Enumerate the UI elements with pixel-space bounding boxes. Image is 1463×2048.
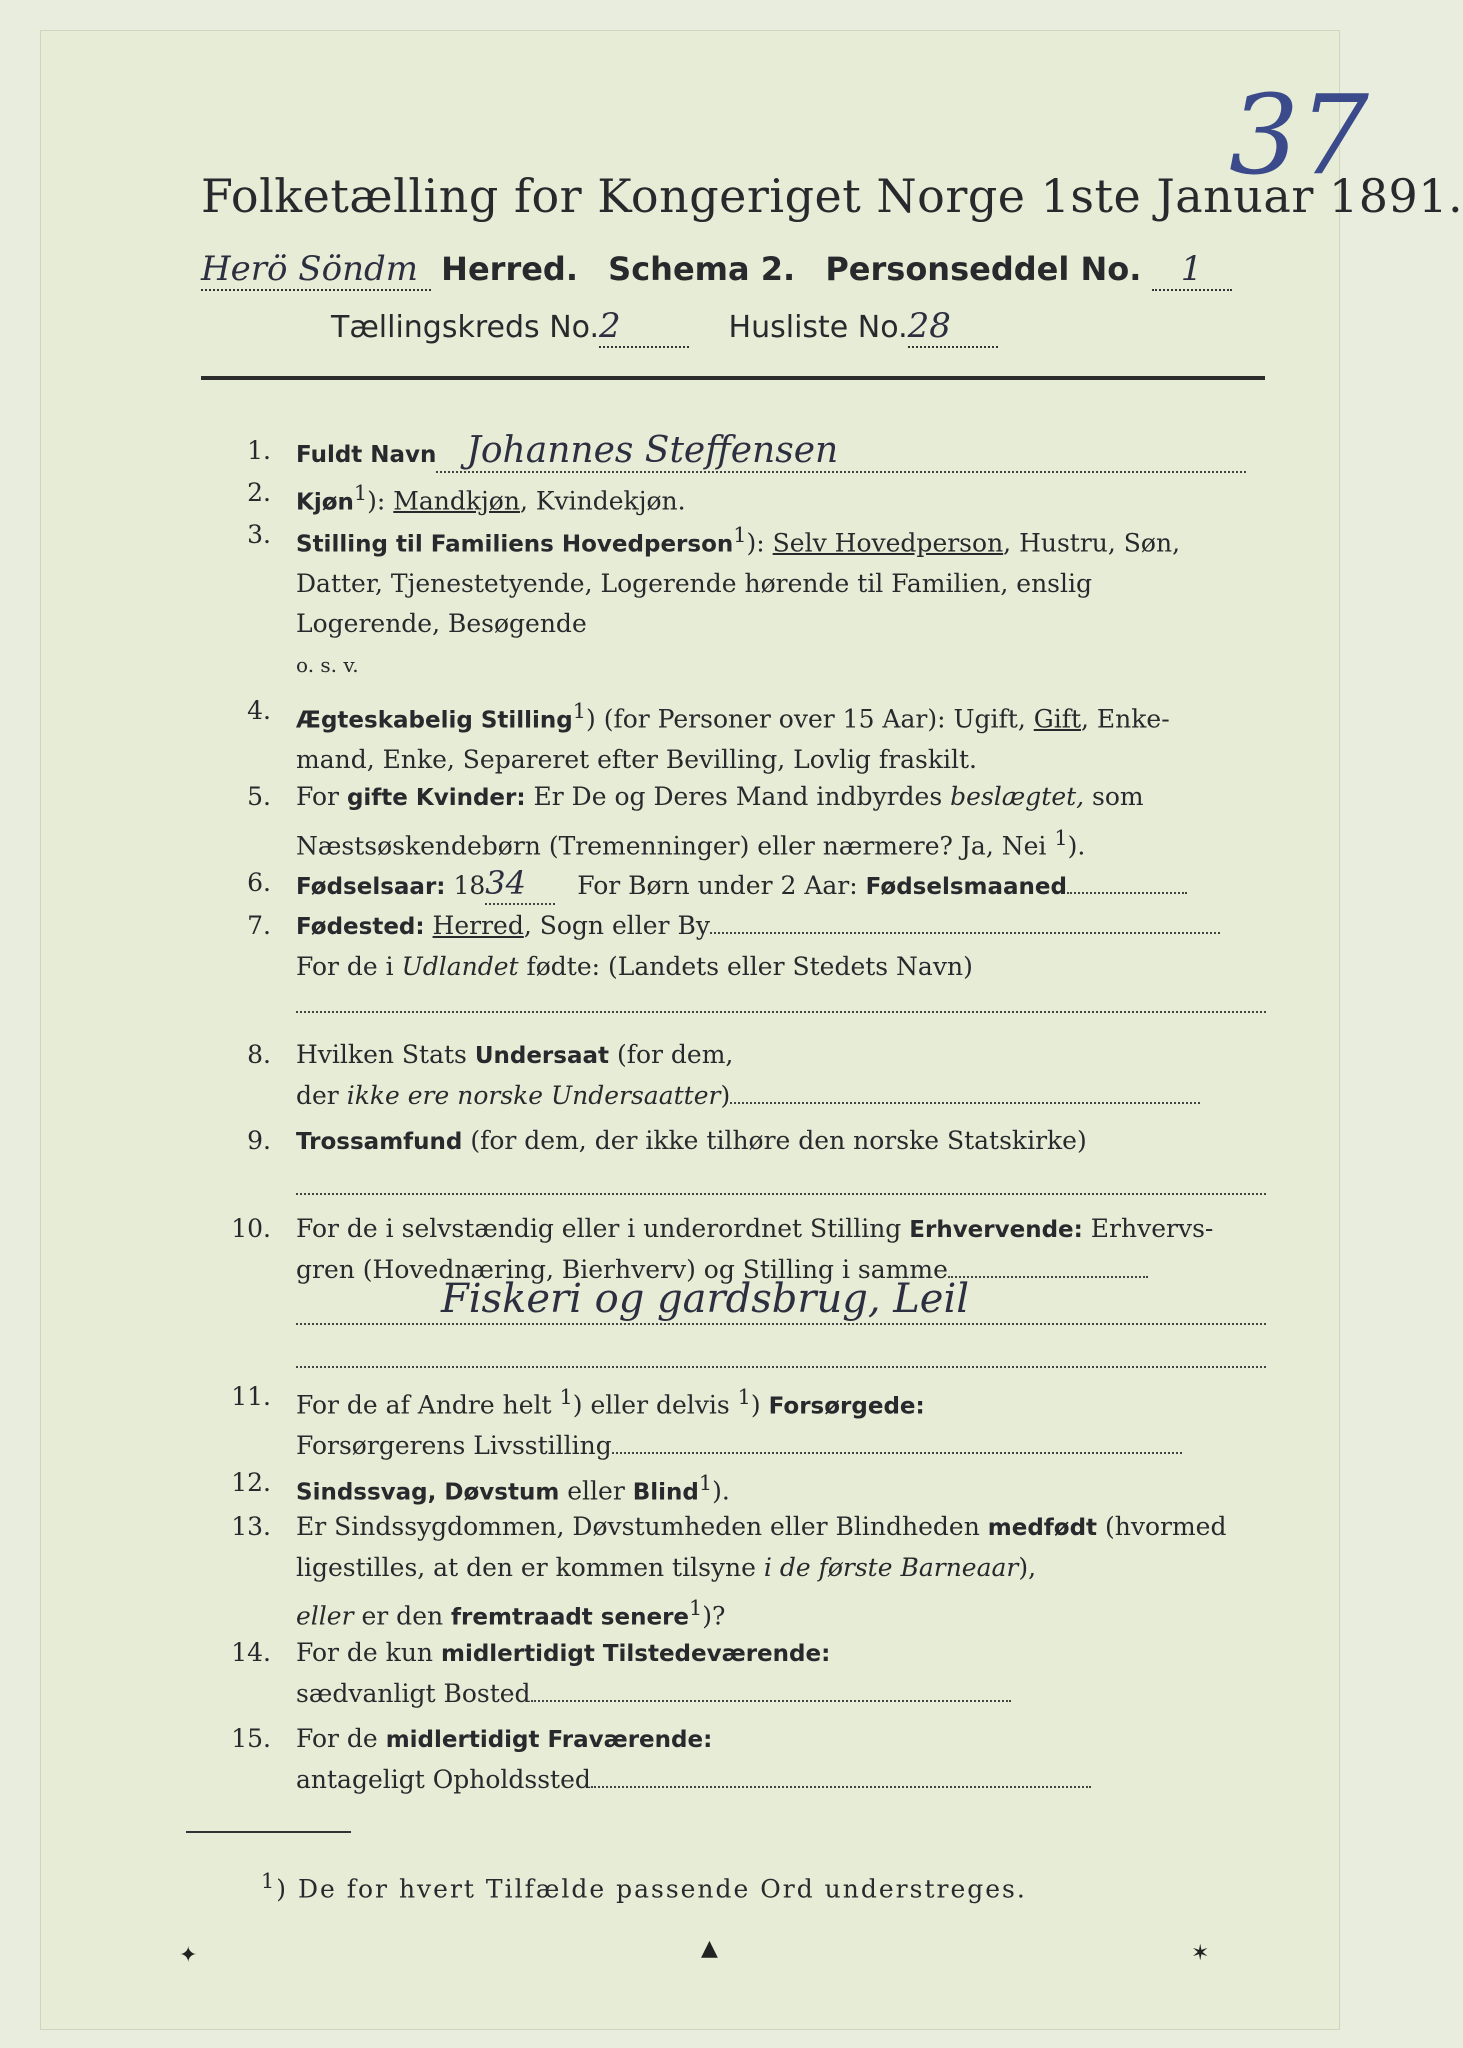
family-position-options: , Hustru, Søn, <box>1003 528 1181 558</box>
birth-year-prefix: 18 <box>445 871 486 900</box>
husliste-label: Husliste No. <box>728 310 908 345</box>
colon: ): <box>746 528 765 558</box>
birth-year-value: 34 <box>485 863 555 905</box>
congenital-label: medfødt <box>987 1515 1098 1541</box>
probable-location-label: antageligt Opholdssted <box>296 1765 591 1794</box>
item-number: 3. <box>247 520 271 549</box>
form-title: Folketælling for Kongeriget Norge 1ste Januar 1891. <box>201 169 1463 223</box>
occupation-text: For de i selvstændig eller i underordnet Stilling <box>296 1214 910 1243</box>
full-name-value: Johannes Steffensen <box>436 431 1246 473</box>
citizenship-close: ) <box>720 1081 731 1110</box>
birthplace-label: Fødested: <box>296 914 425 940</box>
citizenship-field <box>730 1102 1200 1104</box>
occupation-text2: Erhvervs- <box>1082 1214 1214 1243</box>
family-position-osv: o. s. v. <box>296 653 359 678</box>
occupation-line2: gren (Hovednæring, Bierhverv) og Stilling i samme <box>296 1255 948 1284</box>
item-number: 1. <box>247 436 271 465</box>
page-number: 37 <box>1229 71 1369 199</box>
married-women-label: gifte Kvinder: <box>346 785 526 811</box>
temp-absent-label: midlertidigt Fraværende: <box>385 1727 713 1753</box>
supported-label: Forsørgede: <box>768 1393 925 1420</box>
footnote-ref: 1 <box>1054 826 1068 850</box>
footnote-rule <box>186 1831 351 1833</box>
colon: ): <box>367 486 386 516</box>
married-women-text: Er De og Deres Mand indbyrdes <box>525 782 951 811</box>
item-number: 10. <box>231 1214 271 1243</box>
registration-mark-icon: ▲ <box>701 1936 718 1961</box>
footnote-ref: 1 <box>689 1596 703 1620</box>
occupation-label: Erhvervende: <box>909 1217 1083 1243</box>
family-position-selected: Selv Hovedperson <box>772 528 1004 558</box>
header-line-herred <box>201 249 1232 291</box>
usual-residence-label: sædvanligt Bosted <box>296 1679 531 1708</box>
supporter-occupation-field <box>612 1452 1182 1454</box>
footnote-ref: 1 <box>698 1471 713 1495</box>
congenital-end: )? <box>702 1601 726 1631</box>
taellingskreds-value: 2 <box>599 306 689 348</box>
temp-absent-pre: For de <box>296 1724 386 1753</box>
occupation-field-1 <box>948 1276 1148 1278</box>
registration-mark-icon: ✦ <box>179 1943 198 1968</box>
item-number: 9. <box>247 1126 271 1155</box>
disability-text: eller <box>559 1476 633 1506</box>
taellingskreds-label: Tællingskreds No. <box>331 310 599 345</box>
item-number: 7. <box>247 911 271 940</box>
citizenship-text: Hvilken Stats <box>296 1040 475 1069</box>
disability-end: ). <box>712 1476 730 1506</box>
footnote-ref: 1 <box>737 1385 751 1409</box>
marital-status-label: Ægteskabelig Stilling <box>296 707 573 734</box>
herred-label: Herred. <box>441 250 578 288</box>
married-women-line2: Næstsøskendebørn (Tremenninger) eller nærmere? Ja, Nei <box>296 831 1055 861</box>
abroad-field <box>296 1009 1266 1013</box>
married-women-pre: For <box>296 782 347 811</box>
family-position-options-line3: Logerende, Besøgende <box>296 609 587 639</box>
probable-location-field <box>591 1786 1091 1788</box>
item-number: 6. <box>247 868 271 897</box>
item-number: 14. <box>231 1638 271 1667</box>
census-form-page <box>40 30 1463 2030</box>
footnote-ref: 1 <box>559 1385 573 1409</box>
congenital-line2: ligestilles, at den er kommen tilsyne <box>296 1553 764 1582</box>
religion-text: (for dem, der ikke tilhøre den norske Statskirke) <box>462 1126 1087 1155</box>
supporter-occupation-label: Forsørgerens Livsstilling <box>296 1431 612 1461</box>
personseddel-value: 1 <box>1152 249 1232 291</box>
item-number: 11. <box>231 1382 271 1411</box>
registration-mark-icon: ✶ <box>1191 1941 1210 1966</box>
item-number: 5. <box>247 782 271 811</box>
religion-label: Trossamfund <box>296 1129 463 1155</box>
footnote-ref: 1 <box>353 481 368 505</box>
congenital-italic: i de første Barneaar <box>763 1553 1019 1582</box>
later-onset-label: fremtraadt senere <box>451 1604 690 1631</box>
birth-month-field <box>1067 892 1187 894</box>
supported-text2: ) eller delvis <box>572 1390 738 1420</box>
supported-text3: ) <box>750 1390 769 1420</box>
personseddel-label: Personseddel No. <box>825 250 1142 288</box>
header-rule <box>201 376 1265 380</box>
schema-label: Schema 2. <box>608 250 796 288</box>
abroad-italic: Udlandet <box>401 952 519 981</box>
birthplace-selected: Herred <box>432 911 524 940</box>
congenital-text2: (hvormed <box>1097 1512 1227 1541</box>
citizenship-label: Undersaat <box>474 1043 609 1069</box>
footnote-text: ) De for hvert Tilfælde passende Ord understreges. <box>276 1874 1027 1904</box>
occupation-value: Fiskeri og gardsbrug, Leil <box>441 1276 970 1322</box>
footnote <box>261 1869 1027 1903</box>
congenital-line2-end: ), <box>1018 1553 1037 1582</box>
abroad-text2: fødte: (Landets eller Stedets Navn) <box>518 952 973 981</box>
congenital-or: eller <box>296 1601 354 1631</box>
sex-other-option: , Kvindekjøn. <box>519 486 686 516</box>
marital-status-text: ) (for Personer over 15 Aar): Ugift, <box>586 704 1034 734</box>
temp-present-label: midlertidigt Tilstedeværende: <box>440 1641 831 1667</box>
herred-value: Herö Söndm <box>201 249 431 291</box>
footnote-ref: 1 <box>733 523 747 547</box>
header-line-kreds <box>331 306 998 348</box>
sex-label: Kjøn <box>296 489 354 516</box>
marital-status-line2: mand, Enke, Separeret efter Bevilling, Lovlig fraskilt. <box>296 745 977 775</box>
occupation-field-3 <box>296 1364 1266 1368</box>
birth-year-label: Fødselsaar: <box>296 874 446 900</box>
footnote-ref: 1 <box>572 699 587 723</box>
married-women-related: beslægtet, <box>950 782 1085 811</box>
birth-month-label: Fødselsmaaned <box>865 874 1067 900</box>
item-number: 12. <box>231 1468 271 1497</box>
husliste-value: 28 <box>908 306 998 348</box>
birthplace-options: , Sogn eller By <box>523 911 710 940</box>
congenital-line3: er den <box>353 1601 452 1631</box>
full-name-label: Fuldt Navn <box>296 442 437 468</box>
blind-label: Blind <box>632 1479 699 1506</box>
abroad-text: For de i <box>296 952 402 981</box>
marital-status-selected: Gift <box>1033 704 1081 734</box>
item-number: 15. <box>231 1724 271 1753</box>
item-number: 2. <box>247 478 271 507</box>
family-position-label: Stilling til Familiens Hovedperson <box>296 531 734 558</box>
birth-month-text: For Børn under 2 Aar: <box>577 871 866 900</box>
item-number: 4. <box>247 696 271 725</box>
marital-status-text2: , Enke- <box>1081 704 1170 734</box>
religion-field <box>296 1191 1266 1195</box>
item-number: 8. <box>247 1040 271 1069</box>
supported-text: For de af Andre helt <box>296 1390 560 1420</box>
usual-residence-field <box>531 1700 1011 1702</box>
citizenship-line2: der <box>296 1081 347 1110</box>
congenital-text: Er Sindssygdommen, Døvstumheden eller Blindheden <box>296 1512 988 1541</box>
citizenship-italic: ikke ere norske Undersaatter <box>346 1081 721 1110</box>
citizenship-text2: (for dem, <box>609 1040 734 1069</box>
birthplace-field <box>710 932 1220 934</box>
item-number: 13. <box>231 1512 271 1541</box>
temp-present-pre: For de kun <box>296 1638 441 1667</box>
occupation-field-2 <box>296 1321 1266 1325</box>
married-women-end: ). <box>1067 831 1086 861</box>
family-position-options-line2: Datter, Tjenestetyende, Logerende hørende til Familien, enslig <box>296 569 1093 599</box>
married-women-text2: som <box>1084 782 1144 811</box>
disability-label: Sindssvag, Døvstum <box>296 1479 560 1506</box>
footnote-marker: 1 <box>261 1869 277 1893</box>
sex-selected-option: Mandkjøn <box>393 486 520 516</box>
